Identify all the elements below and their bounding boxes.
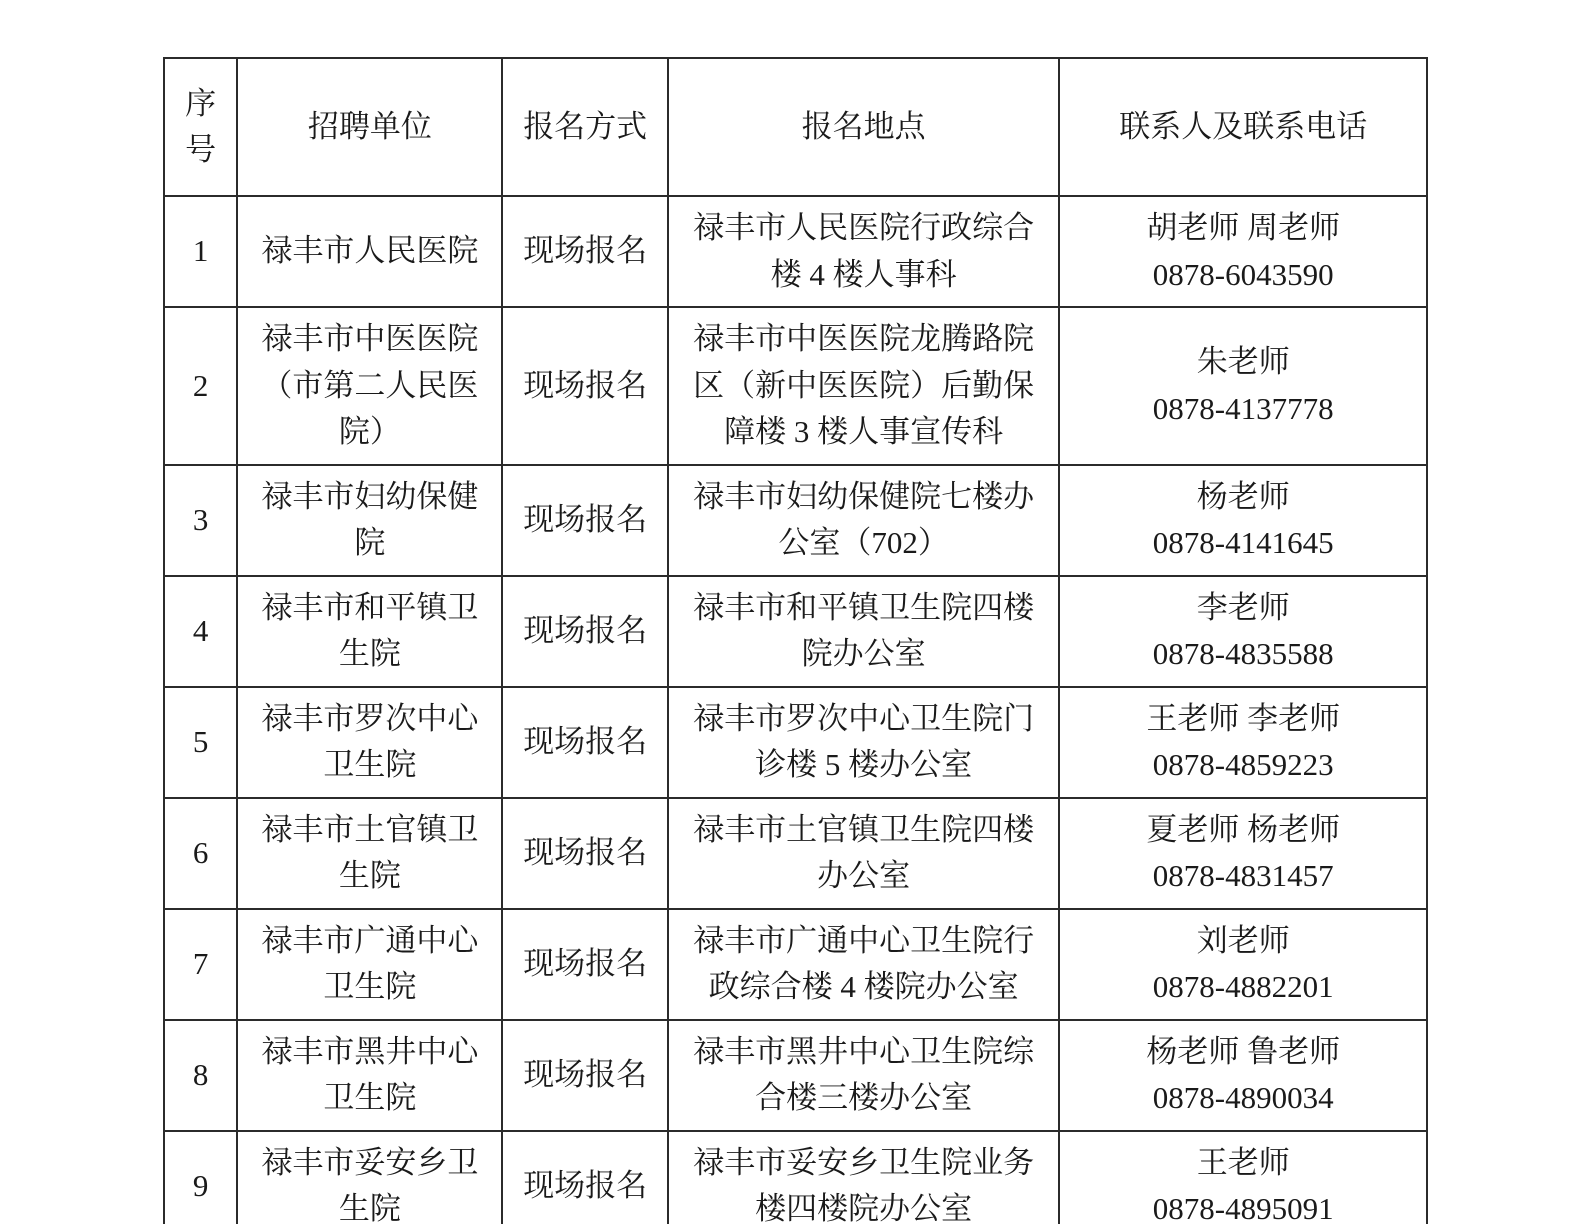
method-cell: 现场报名 xyxy=(502,798,667,909)
header-seq: 序号 xyxy=(164,58,237,196)
location-cell: 禄丰市黑井中心卫生院综合楼三楼办公室 xyxy=(668,1020,1060,1131)
contact-cell xyxy=(1059,1020,1427,1131)
table-row xyxy=(164,307,1427,465)
method-cell: 现场报名 xyxy=(502,909,667,1020)
table-row xyxy=(164,798,1427,909)
method-cell: 现场报名 xyxy=(502,307,667,465)
header-location: 报名地点 xyxy=(668,58,1060,196)
contact-phone: 0878-4882201 xyxy=(1152,969,1334,1004)
location-cell: 禄丰市妇幼保健院七楼办公室（702） xyxy=(668,465,1060,576)
recruitment-table xyxy=(163,57,1428,1224)
unit-cell: 禄丰市和平镇卫生院 xyxy=(237,576,502,687)
seq-cell: 2 xyxy=(164,307,237,465)
seq-cell: 8 xyxy=(164,1020,237,1131)
contact-phone: 0878-4141645 xyxy=(1152,525,1334,560)
seq-cell: 3 xyxy=(164,465,237,576)
contact-phone: 0878-4859223 xyxy=(1152,747,1334,782)
contact-names: 王老师 xyxy=(1196,1144,1290,1180)
table-row xyxy=(164,196,1427,307)
unit-cell: 禄丰市广通中心卫生院 xyxy=(237,909,502,1020)
location-cell: 禄丰市土官镇卫生院四楼办公室 xyxy=(668,798,1060,909)
method-cell: 现场报名 xyxy=(502,196,667,307)
method-cell: 现场报名 xyxy=(502,687,667,798)
unit-cell: 禄丰市罗次中心卫生院 xyxy=(237,687,502,798)
seq-cell: 5 xyxy=(164,687,237,798)
header-unit: 招聘单位 xyxy=(237,58,502,196)
seq-cell: 6 xyxy=(164,798,237,909)
location-cell: 禄丰市广通中心卫生院行政综合楼 4 楼院办公室 xyxy=(668,909,1060,1020)
contact-names: 王老师 李老师 xyxy=(1146,700,1341,736)
unit-cell: 禄丰市妥安乡卫生院 xyxy=(237,1131,502,1224)
seq-cell: 9 xyxy=(164,1131,237,1224)
header-row xyxy=(164,58,1427,196)
contact-names: 刘老师 xyxy=(1196,922,1290,958)
location-cell: 禄丰市罗次中心卫生院门诊楼 5 楼办公室 xyxy=(668,687,1060,798)
contact-cell xyxy=(1059,909,1427,1020)
table-row xyxy=(164,576,1427,687)
unit-cell: 禄丰市人民医院 xyxy=(237,196,502,307)
unit-cell: 禄丰市黑井中心卫生院 xyxy=(237,1020,502,1131)
contact-names: 杨老师 xyxy=(1196,478,1290,514)
contact-names: 胡老师 周老师 xyxy=(1146,210,1341,245)
contact-phone: 0878-4895091 xyxy=(1152,1191,1334,1224)
location-cell: 禄丰市中医医院龙腾路院区（新中医医院）后勤保障楼 3 楼人事宣传科 xyxy=(668,307,1060,465)
contact-cell xyxy=(1059,576,1427,687)
contact-names: 杨老师 鲁老师 xyxy=(1146,1033,1341,1069)
header-method: 报名方式 xyxy=(502,58,667,196)
contact-cell xyxy=(1059,465,1427,576)
table-row xyxy=(164,1131,1427,1224)
contact-cell xyxy=(1059,798,1427,909)
contact-phone: 0878-4831457 xyxy=(1152,858,1334,893)
seq-cell: 7 xyxy=(164,909,237,1020)
contact-cell xyxy=(1059,196,1427,307)
contact-names: 夏老师 杨老师 xyxy=(1146,811,1341,847)
table-row xyxy=(164,1020,1427,1131)
location-cell: 禄丰市和平镇卫生院四楼院办公室 xyxy=(668,576,1060,687)
method-cell: 现场报名 xyxy=(502,1131,667,1224)
seq-cell: 1 xyxy=(164,196,237,307)
contact-names: 李老师 xyxy=(1196,589,1290,625)
method-cell: 现场报名 xyxy=(502,1020,667,1131)
contact-phone: 0878-6043590 xyxy=(1152,256,1334,292)
contact-phone: 0878-4835588 xyxy=(1152,636,1334,671)
contact-cell xyxy=(1059,1131,1427,1224)
table-body xyxy=(164,196,1427,1224)
location-cell: 禄丰市妥安乡卫生院业务楼四楼院办公室 xyxy=(668,1131,1060,1224)
table-row xyxy=(164,465,1427,576)
contact-phone: 0878-4137778 xyxy=(1152,390,1334,426)
contact-cell xyxy=(1059,687,1427,798)
header-contact: 联系人及联系电话 xyxy=(1059,58,1427,196)
contact-names: 朱老师 xyxy=(1196,344,1290,380)
method-cell: 现场报名 xyxy=(502,465,667,576)
contact-phone: 0878-4890034 xyxy=(1152,1080,1334,1115)
unit-cell: 禄丰市土官镇卫生院 xyxy=(237,798,502,909)
unit-cell: 禄丰市中医医院（市第二人民医院） xyxy=(237,307,502,465)
location-cell: 禄丰市人民医院行政综合楼 4 楼人事科 xyxy=(668,196,1060,307)
seq-cell: 4 xyxy=(164,576,237,687)
unit-cell: 禄丰市妇幼保健院 xyxy=(237,465,502,576)
method-cell: 现场报名 xyxy=(502,576,667,687)
table-row xyxy=(164,909,1427,1020)
table-row xyxy=(164,687,1427,798)
contact-cell xyxy=(1059,307,1427,465)
